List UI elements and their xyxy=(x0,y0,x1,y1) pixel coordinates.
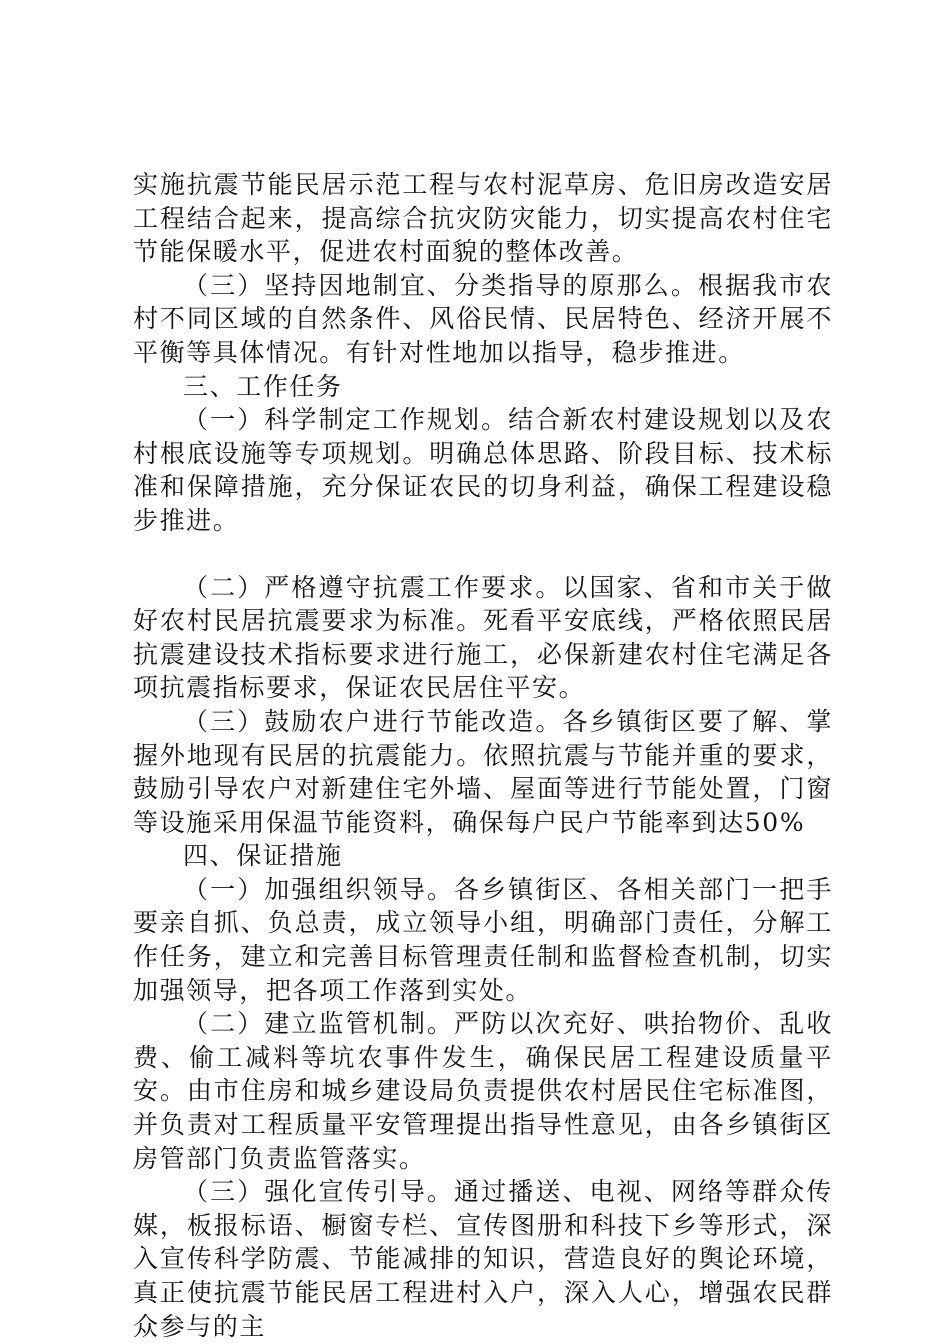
paragraph-measure-3: （三）强化宣传引导。通过播送、电视、网络等群众传媒，板报标语、橱窗专栏、宣传图册和科技下乡等形式，深入宣传科学防震、节能减排的知识，营造良好的舆论环境，真正使抗震节能民居工程进村入户，深入人心，增强农民群众参与的主 xyxy=(133,1177,833,1341)
paragraph-task-2: （二）严格遵守抗震工作要求。以国家、省和市关于做好农村民居抗震要求为标准。死看平安底线，严格依照民居抗震建设技术指标要求进行施工，必保新建农村住宅满足各项抗震指标要求，保证农民居住平安。 xyxy=(133,572,833,703)
section-heading-tasks: 三、工作任务 xyxy=(183,371,343,401)
paragraph-measure-2: （二）建立监管机制。严防以次充好、哄抬物价、乱收费、偷工减料等坑农事件发生，确保民居工程建设质量平安。由市住房和城乡建设局负责提供农村居民住宅标准图，并负责对工程质量平安管理提出指导性意见，由各乡镇街区房管部门负责监管落实。 xyxy=(133,1009,833,1173)
paragraph-measure-1: （一）加强组织领导。各乡镇街区、各相关部门一把手要亲自抓、负总责，成立领导小组，明确部门责任，分解工作任务，建立和完善目标管理责任制和监督检查机制，切实加强领导，把各项工作落到实处。 xyxy=(133,874,833,1005)
paragraph-continuation: 实施抗震节能民居示范工程与农村泥草房、危旧房改造安居工程结合起来，提高综合抗灾防灾能力，切实提高农村住宅节能保暖水平，促进农村面貌的整体改善。 xyxy=(133,170,833,267)
section-heading-measures: 四、保证措施 xyxy=(183,841,343,871)
paragraph-task-3: （三）鼓励农户进行节能改造。各乡镇街区要了解、掌握外地现有民居的抗震能力。依照抗震与节能并重的要求，鼓励引导农户对新建住宅外墙、屋面等进行节能处置，门窗等设施采用保温节能资料，确保每户民户节能率到达50% xyxy=(133,706,833,837)
paragraph-principle-3: （三）坚持因地制宜、分类指导的原那么。根据我市农村不同区域的自然条件、风俗民情、民居特色、经济开展不平衡等具体情况。有针对性地加以指导，稳步推进。 xyxy=(133,270,833,367)
document-body xyxy=(133,168,833,1343)
paragraph-task-1: （一）科学制定工作规划。结合新农村建设规划以及农村根底设施等专项规划。明确总体思路、阶段目标、技术标准和保障措施，充分保证农民的切身利益，确保工程建设稳步推进。 xyxy=(133,405,833,535)
